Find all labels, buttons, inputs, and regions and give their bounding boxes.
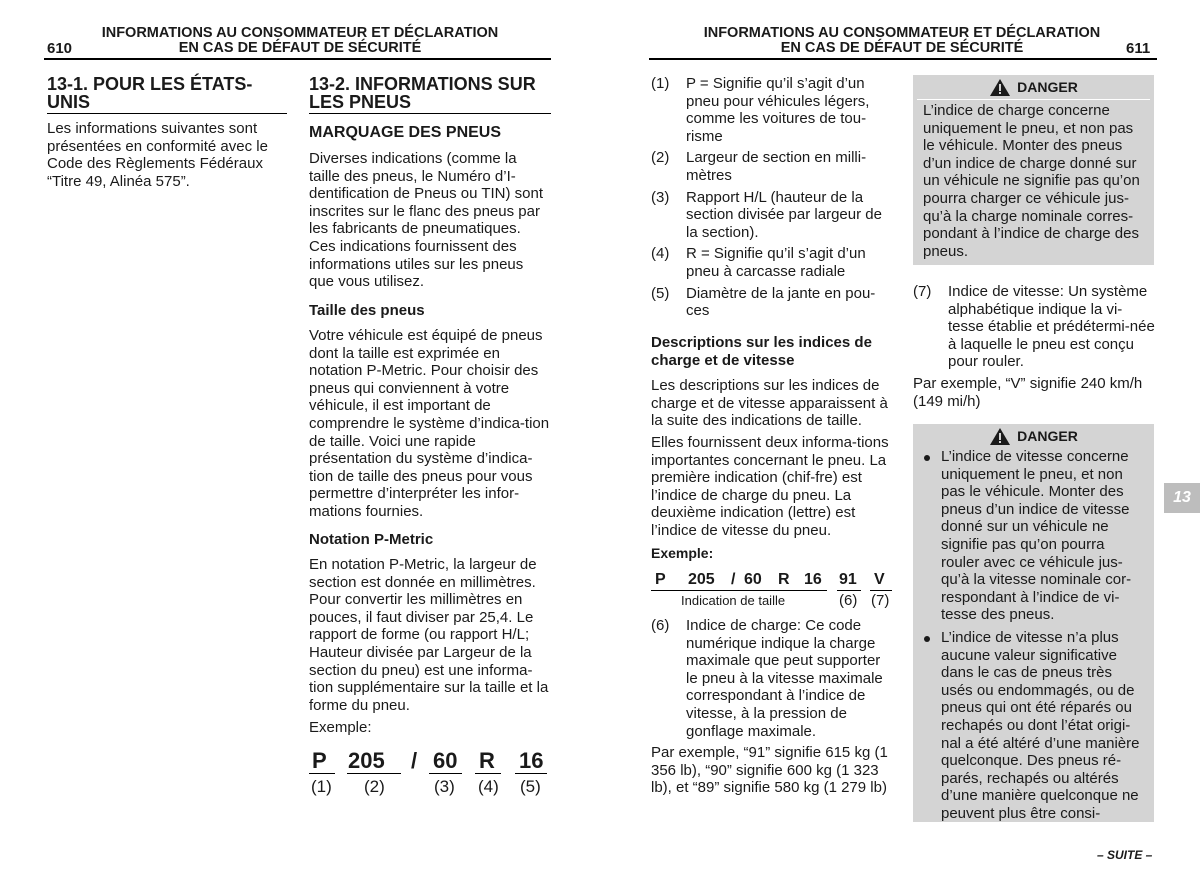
header-line-2: EN CAS DE DÉFAUT DE SÉCURITÉ bbox=[178, 40, 422, 56]
section-13-2-heading bbox=[309, 75, 551, 111]
size-label: Indication de taille bbox=[681, 593, 786, 608]
speed-example: Par exemple, “V” signifie 240 km/h (149 mi/h) bbox=[913, 375, 1143, 410]
danger-box-speed bbox=[913, 424, 1154, 822]
warning-icon bbox=[989, 427, 1011, 446]
danger-text: L’indice de charge concerne uniquement le pneu, et non pas le véhicule. Monter des pneus d’un indice de charge donné sur un véhicule ne signifie pas qu’on pourra charger ce véhicule jus-qu’à la charge nominale corres-pondant à l’indice de charge des pneus. bbox=[923, 102, 1140, 260]
page-number-right: 611 bbox=[1126, 40, 1151, 57]
code-r: R bbox=[778, 571, 790, 588]
item-number: (6) bbox=[651, 617, 670, 634]
load-underline bbox=[837, 590, 861, 591]
desc-paragraph-1: Les descriptions sur les indices de charge et de vitesse apparaissent à la suite des indications de taille. bbox=[651, 377, 888, 430]
bullet-text: L’indice de vitesse concerne uniquement le pneu, et non pas le véhicule. Monter des pneus d’un indice de vitesse donné sur un véhicule ne signifie pas qu’on pourra rouler avec ce véhicule jus-qu’à la vitesse nominale cor-respondant à l’indice de vi-tesse des pneus. bbox=[941, 448, 1132, 624]
danger-bullet bbox=[913, 629, 1154, 823]
code-slash: / bbox=[731, 571, 736, 588]
danger-header bbox=[913, 75, 1154, 99]
list-item bbox=[651, 617, 893, 740]
danger-bullet bbox=[913, 448, 1154, 624]
code-p: P bbox=[312, 748, 327, 773]
section-tab[interactable]: 13 bbox=[1164, 483, 1200, 513]
list-item bbox=[651, 285, 893, 320]
item-number: (3) bbox=[651, 188, 670, 206]
label-3: (3) bbox=[434, 777, 455, 796]
marquage-heading: MARQUAGE DES PNEUS bbox=[309, 124, 502, 141]
section-13-1-paragraph: Les informations suivantes sont présentées en conformité avec le Code des Règlements Fédéraux “Titre 49, Alinéa 575”. bbox=[47, 120, 268, 190]
heading-line: UNIS bbox=[47, 92, 91, 112]
item-text: Indice de vitesse: Un système alphabétique indique la vi-tesse établie et prédétermi-née à laquelle le pneu est conçu pour rouler. bbox=[948, 283, 1155, 371]
header-line-2: EN CAS DE DÉFAUT DE SÉCURITÉ bbox=[780, 40, 1024, 56]
underline bbox=[475, 773, 501, 774]
code-p: P bbox=[655, 571, 666, 588]
load-speed-diagram bbox=[651, 571, 896, 611]
load-example: Par exemple, “91” signifie 615 kg (1 356 lb), “90” signifie 600 kg (1 323 lb), et “89” signifie 580 kg (1 279 lb) bbox=[651, 744, 888, 797]
section-13-1-heading bbox=[47, 75, 287, 111]
heading-rule bbox=[309, 113, 551, 114]
header-rule-right bbox=[649, 58, 1157, 60]
heading-line: 13-1. POUR LES ÉTATS- bbox=[47, 74, 253, 94]
item-number: (5) bbox=[651, 284, 670, 302]
code-slash: / bbox=[411, 748, 418, 773]
list-item bbox=[651, 189, 893, 242]
item-number: (7) bbox=[913, 283, 932, 300]
continued-label: – SUITE – bbox=[1097, 848, 1153, 862]
running-header-right bbox=[682, 26, 1122, 56]
example-label: Exemple: bbox=[309, 719, 372, 736]
header-line-1: INFORMATIONS AU CONSOMMATEUR ET DÉCLARATION bbox=[101, 25, 499, 41]
item-6 bbox=[651, 617, 893, 740]
bullet-text: L’indice de vitesse n’a plus aucune valeur significative dans le cas de pneus très usés ou endommagés, ou de pneus qui ont été réparés ou rechapés ou dont l’état origi-nal a été altéré d’une manière quelconque. Des pneus ré-parés, rechapés ou altérés d’une manière quelconque ne peuvent plus être consi- bbox=[941, 628, 1140, 822]
bullet-icon bbox=[924, 636, 930, 642]
underline bbox=[309, 773, 335, 774]
danger-header bbox=[913, 424, 1154, 448]
pmetric-heading: Notation P-Metric bbox=[309, 531, 434, 548]
list-item bbox=[651, 149, 893, 184]
running-header-left bbox=[80, 26, 520, 56]
tire-code-list bbox=[651, 75, 893, 320]
item-text: Indice de charge: Ce code numérique indique la charge maximale que peut supporter le pneu à la vitesse maximale correspondant à l’indice de vitesse, à la pression de gonflage maximale. bbox=[686, 617, 883, 740]
label-2: (2) bbox=[364, 777, 385, 796]
underline bbox=[515, 773, 547, 774]
list-item bbox=[651, 75, 893, 145]
list-item bbox=[651, 245, 893, 280]
code-ratio: 60 bbox=[433, 748, 458, 773]
bullet-icon bbox=[924, 455, 930, 461]
code-ratio: 60 bbox=[744, 571, 762, 588]
pmetric-text: En notation P-Metric, la largeur de section est donnée en millimètres. Pour convertir les millimètres en pouces, il faut diviser par 25,4. Le rapport de forme (ou rapport H/L; Hauteur divisée par Largeur de la section du pneu) est une informa-tion supplémentaire sur la taille et la forme du pneu. bbox=[309, 556, 549, 714]
label-1: (1) bbox=[311, 777, 332, 796]
item-7 bbox=[913, 283, 1157, 371]
example-label-2: Exemple: bbox=[651, 545, 714, 561]
marquage-intro: Diverses indications (comme la taille des pneus, le Numéro d’I-dentification de Pneus ou TIN) sont inscrites sur le flanc des pneus par les fabricants de pneumatiques. Ces indications fournissent des informations utiles sur les pneus que vous utilisez. bbox=[309, 150, 544, 291]
item-text: Largeur de section en milli-mètres bbox=[686, 149, 867, 184]
speed-underline bbox=[870, 590, 892, 591]
item-number: (4) bbox=[651, 245, 670, 263]
item-number: (2) bbox=[651, 149, 670, 167]
code-load: 91 bbox=[839, 571, 857, 588]
danger-box-load bbox=[913, 75, 1154, 265]
taille-text: Votre véhicule est équipé de pneus dont la taille est exprimée en notation P-Metric. Pour choisir des pneus qui conviennent à votre véhicule, il est important de comprendre le système d’indica-tion de taille. Voici une rapide présentation du système d’indica-tion de taille des pneus pour vous permettre d’interpréter les infor-mations fournies. bbox=[309, 327, 550, 520]
code-rim: 16 bbox=[804, 571, 822, 588]
heading-line: 13-2. INFORMATIONS SUR bbox=[309, 74, 536, 94]
pmetric-diagram bbox=[309, 746, 554, 798]
item-text: Rapport H/L (hauteur de la section divisée par largeur de la section). bbox=[686, 188, 882, 241]
underline bbox=[347, 773, 401, 774]
desc-heading: Descriptions sur les indices de charge et de vitesse bbox=[651, 334, 872, 369]
label-7: (7) bbox=[871, 592, 890, 609]
danger-label: DANGER bbox=[1017, 79, 1078, 95]
label-6: (6) bbox=[839, 592, 858, 609]
list-item bbox=[913, 283, 1157, 371]
taille-heading: Taille des pneus bbox=[309, 302, 425, 319]
warning-icon bbox=[989, 78, 1011, 97]
label-5: (5) bbox=[520, 777, 541, 796]
label-4: (4) bbox=[478, 777, 499, 796]
desc-paragraph-2: Elles fournissent deux informa-tions importantes concernant le pneu. La première indication (chif-fre) est l’indice de charge du pneu. La deuxième indication (lettre) est l’indice de vitesse du pneu. bbox=[651, 434, 889, 539]
code-rim: 16 bbox=[519, 748, 544, 773]
item-number: (1) bbox=[651, 75, 670, 92]
heading-line: LES PNEUS bbox=[309, 92, 412, 112]
size-underline bbox=[651, 590, 827, 591]
header-line-1: INFORMATIONS AU CONSOMMATEUR ET DÉCLARATION bbox=[703, 25, 1101, 41]
item-text: R = Signifie qu’il s’agit d’un pneu à carcasse radiale bbox=[686, 245, 866, 280]
page-number-left: 610 bbox=[47, 40, 73, 57]
header-rule-left bbox=[44, 58, 551, 60]
code-width: 205 bbox=[688, 571, 715, 588]
danger-label: DANGER bbox=[1017, 428, 1078, 444]
item-text: Diamètre de la jante en pou-ces bbox=[686, 284, 876, 320]
code-speed: V bbox=[874, 571, 885, 588]
code-width: 205 bbox=[348, 748, 385, 773]
underline bbox=[429, 773, 462, 774]
code-r: R bbox=[479, 748, 495, 773]
heading-rule bbox=[47, 113, 287, 114]
item-text: P = Signifie qu’il s’agit d’un pneu pour véhicules légers, comme les voitures de tou-risme bbox=[686, 75, 870, 145]
